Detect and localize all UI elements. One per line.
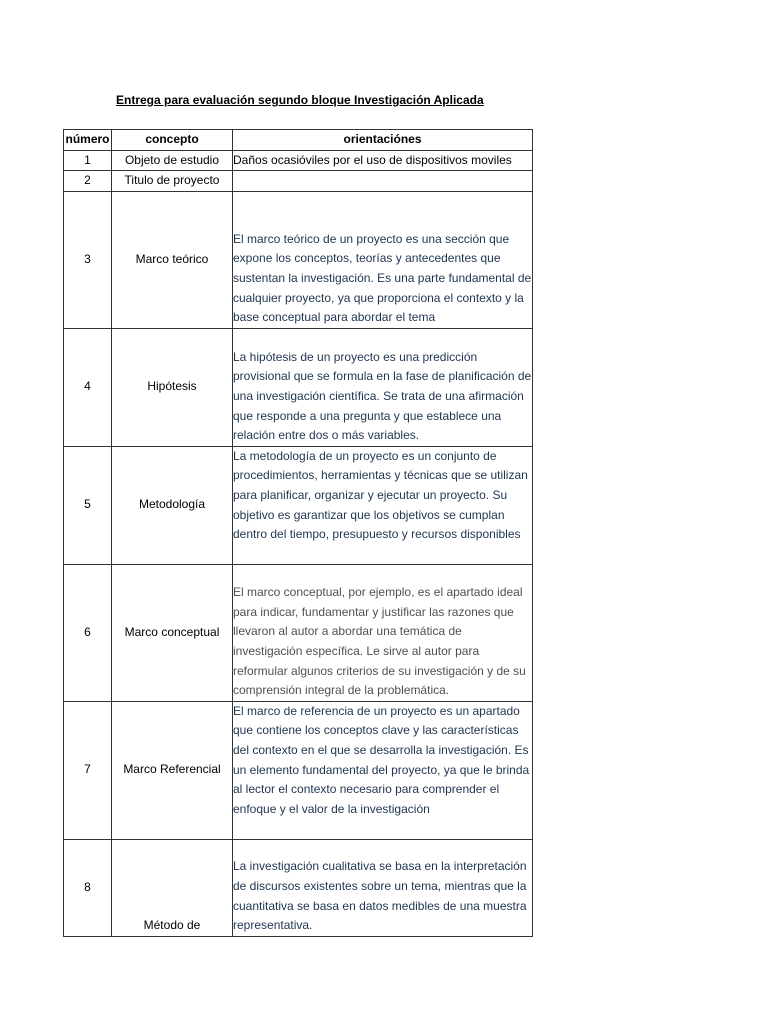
row-number: 1	[64, 150, 112, 171]
table-row	[64, 150, 533, 171]
header-orientaciones: orientaciónes	[233, 130, 533, 151]
table-row	[64, 191, 533, 328]
row-concept: Marco teórico	[112, 191, 233, 328]
row-concept: Hipótesis	[112, 328, 233, 446]
table-row	[64, 839, 533, 936]
row-orientation: La hipótesis de un proyecto es una predicción provisional que se formula en la fase de planificación de una investigación científica. Se trata de una afirmación que responde a una pregunta y que establece una relación entre dos o más variables.	[233, 328, 533, 446]
row-number: 2	[64, 171, 112, 192]
row-concept: Marco Referencial	[112, 701, 233, 839]
row-number: 6	[64, 564, 112, 701]
table-row	[64, 701, 533, 839]
row-concept: Marco conceptual	[112, 564, 233, 701]
row-number: 5	[64, 446, 112, 564]
table-row	[64, 446, 533, 564]
row-number: 8	[64, 839, 112, 936]
row-orientation: La metodología de un proyecto es un conjunto de procedimientos, herramientas y técnicas que se utilizan para planificar, organizar y ejecutar un proyecto. Su objetivo es garantizar que los objetivos se cumplan dentro del tiempo, presupuesto y recursos disponibles	[233, 446, 533, 564]
table-row	[64, 328, 533, 446]
row-concept: Titulo de proyecto	[112, 171, 233, 192]
row-number: 7	[64, 701, 112, 839]
row-orientation: La investigación cualitativa se basa en la interpretación de discursos existentes sobre un tema, mientras que la cuantitativa se basa en datos medibles de una muestra representativa.	[233, 839, 533, 936]
row-orientation: El marco conceptual, por ejemplo, es el apartado ideal para indicar, fundamentar y justificar las razones que llevaron al autor a abordar una temática de investigación específica. Le sirve al autor para reformular algunos criterios de su investigación y de su comprensión integral de la problemática.	[233, 564, 533, 701]
row-orientation: Daños ocasióviles por el uso de dispositivos moviles	[233, 150, 533, 171]
orientation-table	[63, 129, 533, 937]
table-row	[64, 564, 533, 701]
header-numero: número	[64, 130, 112, 151]
table-row	[64, 171, 533, 192]
row-concept: Método de	[112, 839, 233, 936]
row-orientation	[233, 171, 533, 192]
row-orientation: El marco teórico de un proyecto es una sección que expone los conceptos, teorías y antecedentes que sustentan la investigación. Es una parte fundamental de cualquier proyecto, ya que proporciona el contexto y la base conceptual para abordar el tema	[233, 191, 533, 328]
header-concepto: concepto	[112, 130, 233, 151]
row-concept: Objeto de estudio	[112, 150, 233, 171]
row-orientation: El marco de referencia de un proyecto es un apartado que contiene los conceptos clave y las características del contexto en el que se desarrolla la investigación. Es un elemento fundamental del proyecto, ya que le brinda al lector el contexto necesario para comprender el enfoque y el valor de la investigación	[233, 701, 533, 839]
row-number: 3	[64, 191, 112, 328]
document-title: Entrega para evaluación segundo bloque Investigación Aplicada	[116, 93, 484, 107]
row-concept: Metodología	[112, 446, 233, 564]
table-header-row	[64, 130, 533, 151]
row-number: 4	[64, 328, 112, 446]
